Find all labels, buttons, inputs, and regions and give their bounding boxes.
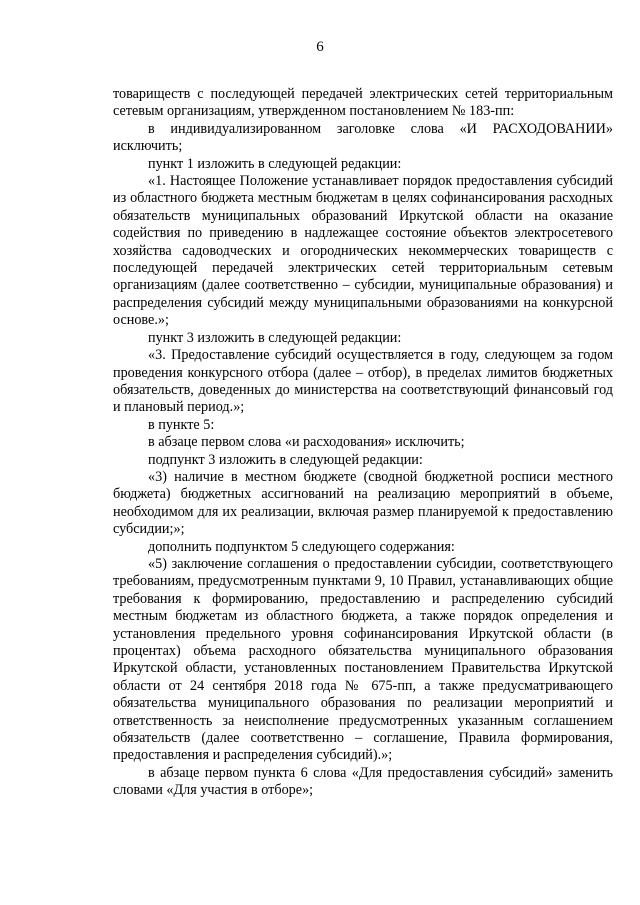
page-number: 6 bbox=[316, 39, 324, 55]
paragraph-subpoint-3-text: «3) наличие в местном бюджете (сводной бюджетной росписи местного бюджета) бюджетных ассигнований на реализацию мероприятий в объеме, необходимом для их реализации, включая размер планируемой к предоставлению субсидии;»; bbox=[113, 468, 613, 538]
paragraph-point-6-replacement: в абзаце первом пункта 6 слова «Для предоставления субсидий» заменить словами «Для участия в отборе»; bbox=[113, 764, 613, 799]
paragraph-point-3-text: «3. Предоставление субсидий осуществляется в году, следующем за годом проведения конкурсного отбора (далее – отбор), в пределах лимитов бюджетных обязательств, доведенных до министерства на соответствующий финансовый год и плановый период.»; bbox=[113, 347, 613, 416]
paragraph-point-3-instruction: пункт 3 изложить в следующей редакции: bbox=[148, 329, 402, 346]
paragraph-point-1-instruction: пункт 1 изложить в следующей редакции: bbox=[148, 155, 402, 172]
paragraph-point-5-first-paragraph: в абзаце первом слова «и расходования» исключить; bbox=[148, 434, 465, 451]
paragraph-subpoint-5-instruction: дополнить подпунктом 5 следующего содержания: bbox=[148, 538, 455, 555]
paragraph-heading-exclusion: в индивидуализированном заголовке слова «И РАСХОДОВАНИИ» исключить; bbox=[113, 120, 613, 155]
paragraph-subpoint-3-instruction: подпункт 3 изложить в следующей редакции: bbox=[148, 451, 423, 468]
paragraph-subpoint-5-text: «5) заключение соглашения о предоставлении субсидии, соответствующего требованиям, предусмотренным пунктами 9, 10 Правил, устанавливающих общие требования к формированию, предоставлению и распределению субсидий местным бюджетам из областного бюджета, а также порядок определения и установления предельного уровня софинансирования Иркутской области (в процентах) объема расходного обязательства муниципального образования Иркутской области, установленных постановлением Правительства Иркутской области от 24 сентября 2018 года № 675-пп, а также предусматривающего обязательства муниципального образования по реализации мероприятий и ответственность за неисполнение предусмотренных указанным соглашением обязательств (далее соответственно – соглашение, Правила формирования, предоставления и распределения субсидий).»; bbox=[113, 555, 613, 764]
paragraph-point-1-text: «1. Настоящее Положение устанавливает порядок предоставления субсидий из областного бюджета местным бюджетам в целях софинансирования расходных обязательств муниципальных образований Иркутской области на оказание содействия по приведению в надлежащее состояние объектов электросетевого хозяйства садоводческих и огороднических некоммерческих товариществ с последующей передачей электрических сетей территориальным сетевым организациям (далее соответственно – субсидии, муниципальные образования) и распределения субсидий между муниципальными образованиями на конкурсной основе.»; bbox=[113, 173, 613, 329]
paragraph-point-5-intro: в пункте 5: bbox=[148, 416, 215, 433]
paragraph-continuation: товариществ с последующей передачей электрических сетей территориальным сетевым организациям, утвержденном постановлением № 183-пп: bbox=[113, 86, 613, 120]
document-body bbox=[113, 86, 613, 800]
